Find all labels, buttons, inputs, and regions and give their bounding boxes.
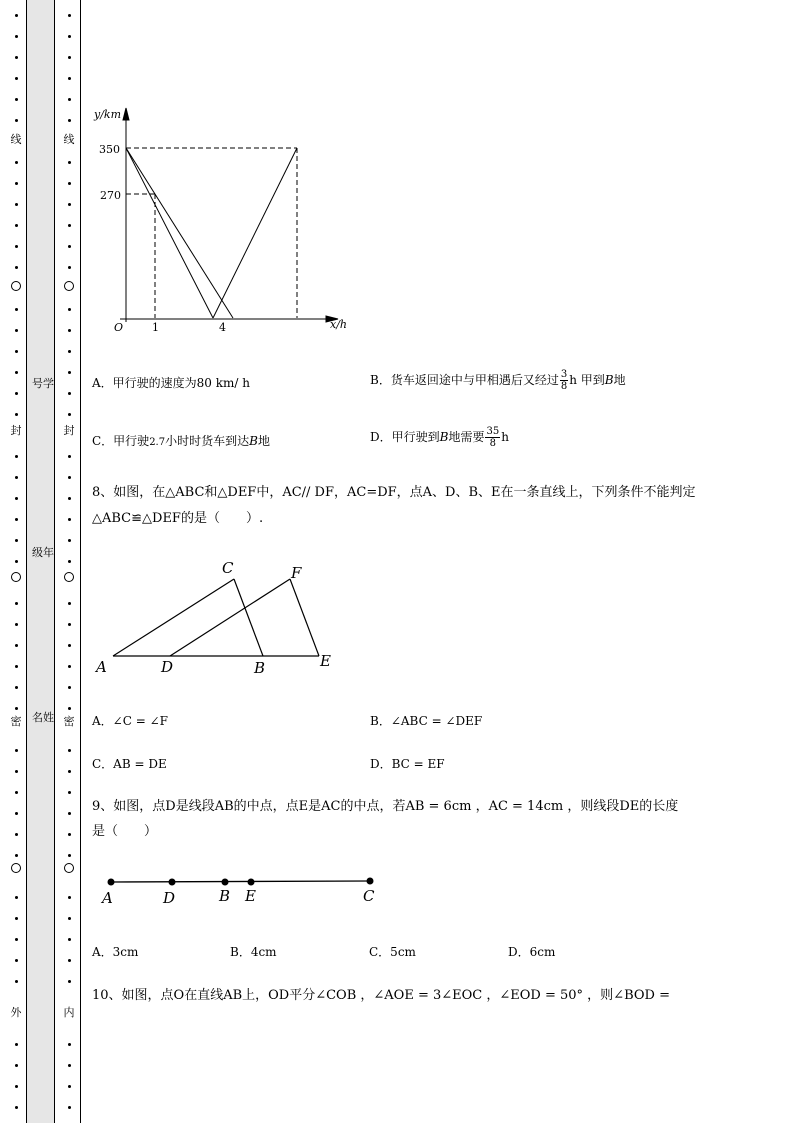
binding-dot <box>15 770 18 773</box>
binding-dot <box>68 560 71 563</box>
binding-dot <box>68 161 71 164</box>
binding-dot <box>68 182 71 185</box>
punch-circle-icon <box>64 863 74 873</box>
binding-dot <box>15 518 18 521</box>
binding-dot <box>15 203 18 206</box>
binding-dot <box>15 182 18 185</box>
point-label-a: A <box>96 658 107 676</box>
binding-dot <box>15 35 18 38</box>
q8-stem-line1: 8、如图，在△ABC和△DEF中，AC// DF，AC=DF，点A、D、B、E在一条直线上，下列条件不能判定 <box>92 485 696 500</box>
binding-dot <box>15 413 18 416</box>
punch-circle-icon <box>64 572 74 582</box>
q7-option-c-var: B <box>249 434 258 448</box>
binding-dot <box>15 329 18 332</box>
q9-option-b: B．4cm <box>230 945 277 959</box>
q7-option-a: A．甲行驶的速度为80 km/ h <box>92 376 250 390</box>
field-student-number: 号学 <box>32 377 54 390</box>
segment-figure <box>95 868 395 910</box>
binding-dot <box>15 854 18 857</box>
distance-time-graph <box>90 100 360 340</box>
q8-option-d: D．BC = EF <box>370 757 445 771</box>
segment-label-d: D <box>163 889 176 907</box>
binding-dot <box>68 917 71 920</box>
binding-dot <box>68 56 71 59</box>
binding-dot <box>68 623 71 626</box>
binding-dot <box>15 539 18 542</box>
binding-dot <box>15 350 18 353</box>
binding-dot <box>15 77 18 80</box>
binding-dot <box>68 497 71 500</box>
binding-dot <box>15 56 18 59</box>
binding-dot <box>68 791 71 794</box>
binding-dot <box>68 119 71 122</box>
fraction-denominator: 8 <box>560 381 568 392</box>
y-tick-270: 270 <box>100 189 121 202</box>
x-tick-4: 4 <box>219 321 226 334</box>
binding-dot <box>68 770 71 773</box>
binding-dot <box>15 1085 18 1088</box>
binding-dot <box>15 959 18 962</box>
q8-option-c: C．AB = DE <box>92 757 167 771</box>
binding-dot <box>68 959 71 962</box>
binding-dot <box>15 1106 18 1109</box>
binding-dot <box>15 602 18 605</box>
q7-option-c <box>92 432 270 449</box>
binding-dot <box>68 980 71 983</box>
outer-label-4: 外 <box>10 1006 22 1019</box>
field-grade: 级年 <box>32 546 54 559</box>
x-axis-label: x/h <box>330 318 347 331</box>
q7-option-c-mid: 小时时货车到达 <box>165 434 250 448</box>
binding-dot <box>15 938 18 941</box>
q7-option-b-post: h 甲到 <box>569 373 605 387</box>
binding-dot <box>15 455 18 458</box>
binding-dot <box>15 812 18 815</box>
binding-dot <box>68 812 71 815</box>
binding-dot <box>15 371 18 374</box>
segment-label-b: B <box>219 887 231 905</box>
binding-dot <box>68 476 71 479</box>
q9-stem-line1: 9、如图，点D是线段AB的中点，点E是AC的中点，若AB = 6cm ，AC = 14cm ，则线段DE的长度 <box>92 799 679 814</box>
punch-circle-icon <box>11 863 21 873</box>
binding-dot <box>68 1085 71 1088</box>
binding-dot <box>15 245 18 248</box>
binding-dot <box>68 329 71 332</box>
binding-dot <box>15 392 18 395</box>
binding-dot <box>68 371 71 374</box>
binding-dot <box>15 266 18 269</box>
binding-dot <box>68 833 71 836</box>
q7-option-b-pre: B．货车返回途中与甲相遇后又经过 <box>370 373 559 387</box>
binding-dot <box>15 14 18 17</box>
inner-label-3: 密 <box>63 715 75 728</box>
binding-dot <box>15 686 18 689</box>
binding-dot <box>68 854 71 857</box>
binding-dot <box>68 1043 71 1046</box>
inner-label-2: 封 <box>63 424 75 437</box>
origin-label: O <box>114 321 124 334</box>
outer-label-2: 封 <box>10 424 22 437</box>
y-tick-350: 350 <box>99 143 120 156</box>
binding-dot <box>68 350 71 353</box>
binding-dot <box>15 560 18 563</box>
binding-dot <box>68 1064 71 1067</box>
binding-dot <box>68 266 71 269</box>
inner-label-4: 内 <box>63 1006 75 1019</box>
binding-dot <box>68 455 71 458</box>
outer-label-1: 线 <box>10 133 22 146</box>
binding-dot <box>15 791 18 794</box>
segment-label-a: A <box>102 889 113 907</box>
outer-label-3: 密 <box>10 715 22 728</box>
binding-dot <box>68 896 71 899</box>
q8-stem-line2: △ABC≌△DEF的是（ ）. <box>92 511 264 526</box>
binding-dot <box>68 602 71 605</box>
q9-stem-line2: 是（ ） <box>92 824 158 839</box>
binding-dot <box>68 665 71 668</box>
q7-option-d-var: B <box>439 430 449 444</box>
q7-option-b-end: 地 <box>613 373 626 387</box>
binding-dot <box>68 707 71 710</box>
binding-margin-outer <box>0 0 28 1123</box>
q7-option-c-num: 2.7 <box>149 437 166 448</box>
q9-option-a: A．3cm <box>92 945 139 959</box>
fraction-numerator: 35 <box>486 426 500 437</box>
binding-dot <box>68 35 71 38</box>
binding-dot <box>15 1043 18 1046</box>
binding-dot <box>68 77 71 80</box>
fraction-denominator: 8 <box>489 438 497 449</box>
point-label-e: E <box>320 652 331 670</box>
field-name: 名姓 <box>32 711 54 724</box>
binding-dot <box>68 749 71 752</box>
binding-dot <box>68 392 71 395</box>
point-label-c: C <box>222 559 234 577</box>
binding-dot <box>68 518 71 521</box>
punch-circle-icon <box>64 281 74 291</box>
binding-dot <box>68 686 71 689</box>
binding-dot <box>15 224 18 227</box>
q7-option-d-mid: 地需要 <box>448 430 485 444</box>
binding-dot <box>68 413 71 416</box>
inner-label-1: 线 <box>63 133 75 146</box>
point-label-b: B <box>254 659 266 677</box>
q8-option-b: B．∠ABC = ∠DEF <box>370 714 483 728</box>
binding-dot <box>68 224 71 227</box>
binding-dot <box>15 980 18 983</box>
fraction-numerator: 3 <box>560 369 568 380</box>
punch-circle-icon <box>11 281 21 291</box>
binding-dot <box>15 497 18 500</box>
binding-dot <box>15 917 18 920</box>
binding-dot <box>68 308 71 311</box>
binding-dot <box>15 98 18 101</box>
q7-option-c-pre: C．甲行驶 <box>92 434 150 448</box>
q9-option-c: C．5cm <box>369 945 416 959</box>
punch-circle-icon <box>11 572 21 582</box>
segment-label-c: C <box>363 887 375 905</box>
student-info-strip <box>26 0 55 1123</box>
q7-option-d-end: h <box>501 430 509 444</box>
q7-option-d <box>370 426 509 449</box>
q7-option-c-end: 地 <box>257 434 270 448</box>
binding-dot <box>68 245 71 248</box>
point-label-d: D <box>161 658 174 676</box>
binding-dot <box>68 1106 71 1109</box>
binding-dot <box>15 161 18 164</box>
fraction <box>560 369 568 392</box>
q7-option-b <box>370 369 626 392</box>
binding-dot <box>15 119 18 122</box>
binding-dot <box>68 539 71 542</box>
q10-stem-line1: 10、如图，点O在直线AB上，OD平分∠COB ，∠AOE = 3∠EOC ，∠EOD = 50° ，则∠BOD = <box>92 988 670 1003</box>
binding-dot <box>68 203 71 206</box>
q7-option-d-pre: D．甲行驶到 <box>370 430 440 444</box>
x-tick-1: 1 <box>152 321 159 334</box>
binding-dot <box>15 665 18 668</box>
binding-dot <box>15 308 18 311</box>
binding-dot <box>68 938 71 941</box>
binding-dot <box>15 1064 18 1067</box>
fraction <box>485 426 500 449</box>
q8-option-a: A．∠C = ∠F <box>92 714 168 728</box>
binding-dot <box>68 644 71 647</box>
binding-dot <box>15 896 18 899</box>
q9-option-d: D．6cm <box>508 945 556 959</box>
binding-dot <box>68 98 71 101</box>
y-axis-label: y/km <box>94 108 122 121</box>
binding-dot <box>68 14 71 17</box>
triangle-figure <box>90 555 350 680</box>
binding-dot <box>15 749 18 752</box>
q7-option-b-var: B <box>604 373 614 387</box>
point-label-f: F <box>291 564 302 582</box>
binding-dot <box>15 833 18 836</box>
binding-dot <box>15 644 18 647</box>
segment-label-e: E <box>245 887 256 905</box>
binding-dot <box>15 707 18 710</box>
binding-dot <box>15 476 18 479</box>
binding-dot <box>15 623 18 626</box>
